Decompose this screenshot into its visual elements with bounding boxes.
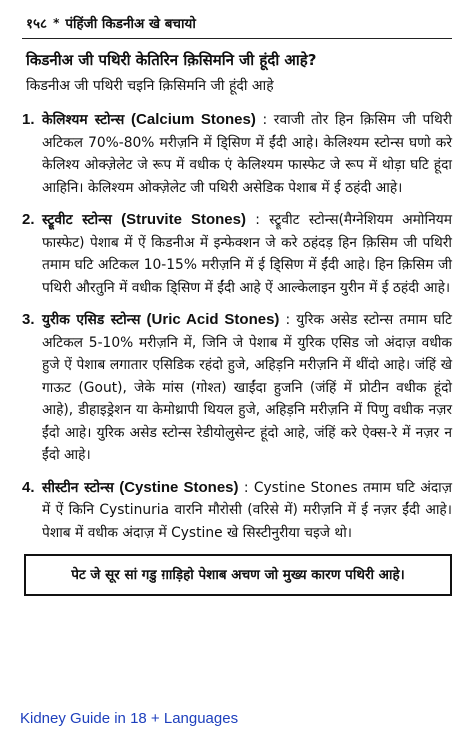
running-header	[22, 8, 452, 38]
section-question: किडनीअ जी पथिरी केतिरिन क़िसिमनि जी हूंदी आहे?	[26, 51, 317, 69]
item-body	[42, 309, 452, 467]
section-answer: किडनीअ जी पथिरी चइनि क़िसिमनि जी हूंदी आहे	[26, 78, 274, 94]
key-note-box: पेट जे सूर सां गडु ग़ाड़िहो पेशाब अचण जो मुख्य कारण पथिरी आहे।	[24, 554, 452, 596]
footer-link[interactable]: Kidney Guide in 18 + Languages	[20, 710, 239, 727]
item-number: 3.	[22, 311, 35, 328]
item-text: : Cystine Stones तमाम घटि अंदाज़ में ऐं किनि Cystinuria वारनि मौरोसी (वरिसे में) मरीज़नि में ई नज़र ईंदी आहे। पेशाब में वधीक अंदाज़ में Cystine खे सिस्टीनुरीया चइजे थो।	[42, 479, 452, 541]
stone-types-list	[22, 109, 452, 544]
list-item	[22, 209, 452, 299]
document-page	[22, 8, 452, 596]
item-term-english: (Cystine Stones)	[119, 478, 239, 496]
item-number: 1.	[22, 111, 35, 128]
item-term: केलिश्यम स्टोन्स	[42, 112, 125, 128]
star-separator: *	[53, 16, 60, 30]
item-number: 2.	[22, 211, 35, 228]
item-body	[42, 477, 452, 545]
list-item	[22, 477, 452, 545]
item-term: स्ट्रूवीट स्टोन्स	[42, 212, 112, 228]
list-item	[22, 309, 452, 467]
book-title: पंहिंजी किडनीअ खे बचायो	[65, 16, 196, 32]
item-term-english: (Uric Acid Stones)	[146, 311, 280, 328]
item-text: : स्ट्रूवीट स्टोन्स(मैग्नेशियम अमोनियम फास्फेट) पेशाब में ऐं किडनीअ में इन्फेक्शन जे करे ठहंदड़ हिन क़िसिम जी पथिरी तमाम घटि अटिकल 10-15% मरीज़नि में ई डि्सिण में ईंदी आहे। हिन क़िसिम जी पथिरी औरतुनि में वधीक डि्सिण में ईंदी आहे ऐं आल्केलाइन युरीन में ई ठहंदी आहे।	[42, 212, 452, 296]
item-text: : रवाजी तोर हिन क़िसिम जी पथिरी अटिकल 70%-80% मरीज़नि में डि्सिण में ईंदी आहे। केलिश्यम स्टोन्स घणो करे केलिश्य ओक्ज़ेलेट जे रूप में वधीक एं केलिश्यम फास्फेट जे रूप में थोड़ा घटि हूंदा आहिनि। केलिश्यम ओक्ज़ेलेट जी पथिरी असेडिक पेशाब में ई ठहंदी आहे।	[42, 112, 452, 196]
item-number: 4.	[22, 478, 35, 496]
list-item	[22, 109, 452, 199]
item-body	[42, 109, 452, 199]
item-term: सीस्टीन स्टोन्स	[42, 479, 114, 496]
item-term: युरीक एसिड स्टोन्स	[42, 312, 141, 328]
item-text: : युरिक असेड स्टोन्स तमाम घटि अटिकल 5-10% मरीज़नि में, जिनि जे पेशाब में युरिक एसिड जो अंदाज़ वधीक हुजे ऐं पेशाब लगातार एसिडिक रहंदो हुजे, अहिड़नि मरीज़नि में थींदो आहे। जंहिं खे गाऊट (Gout), जेके मांस (गोश्त) खाईंदा हुजनि (जंहिं में प्रोटीन वधीक हूंदो आहे), डीहाइड्रेशन या केमोथ्रापी थियल हुजे, अहिड़नि मरीज़नि में पिणु वधीक नज़र ईंदो आहे। युरिक असेड स्टोन्स रेडीयोलुसेन्ट हूंदो आहे, जंहिं करे ऐक्स-रे में नज़र न ईंदो आहे।	[42, 312, 452, 463]
page-number: १५८	[26, 16, 48, 32]
item-term-english: (Calcium Stones)	[131, 111, 256, 128]
header-rule	[22, 38, 452, 39]
item-term-english: (Struvite Stones)	[121, 211, 246, 228]
item-body	[42, 209, 452, 299]
